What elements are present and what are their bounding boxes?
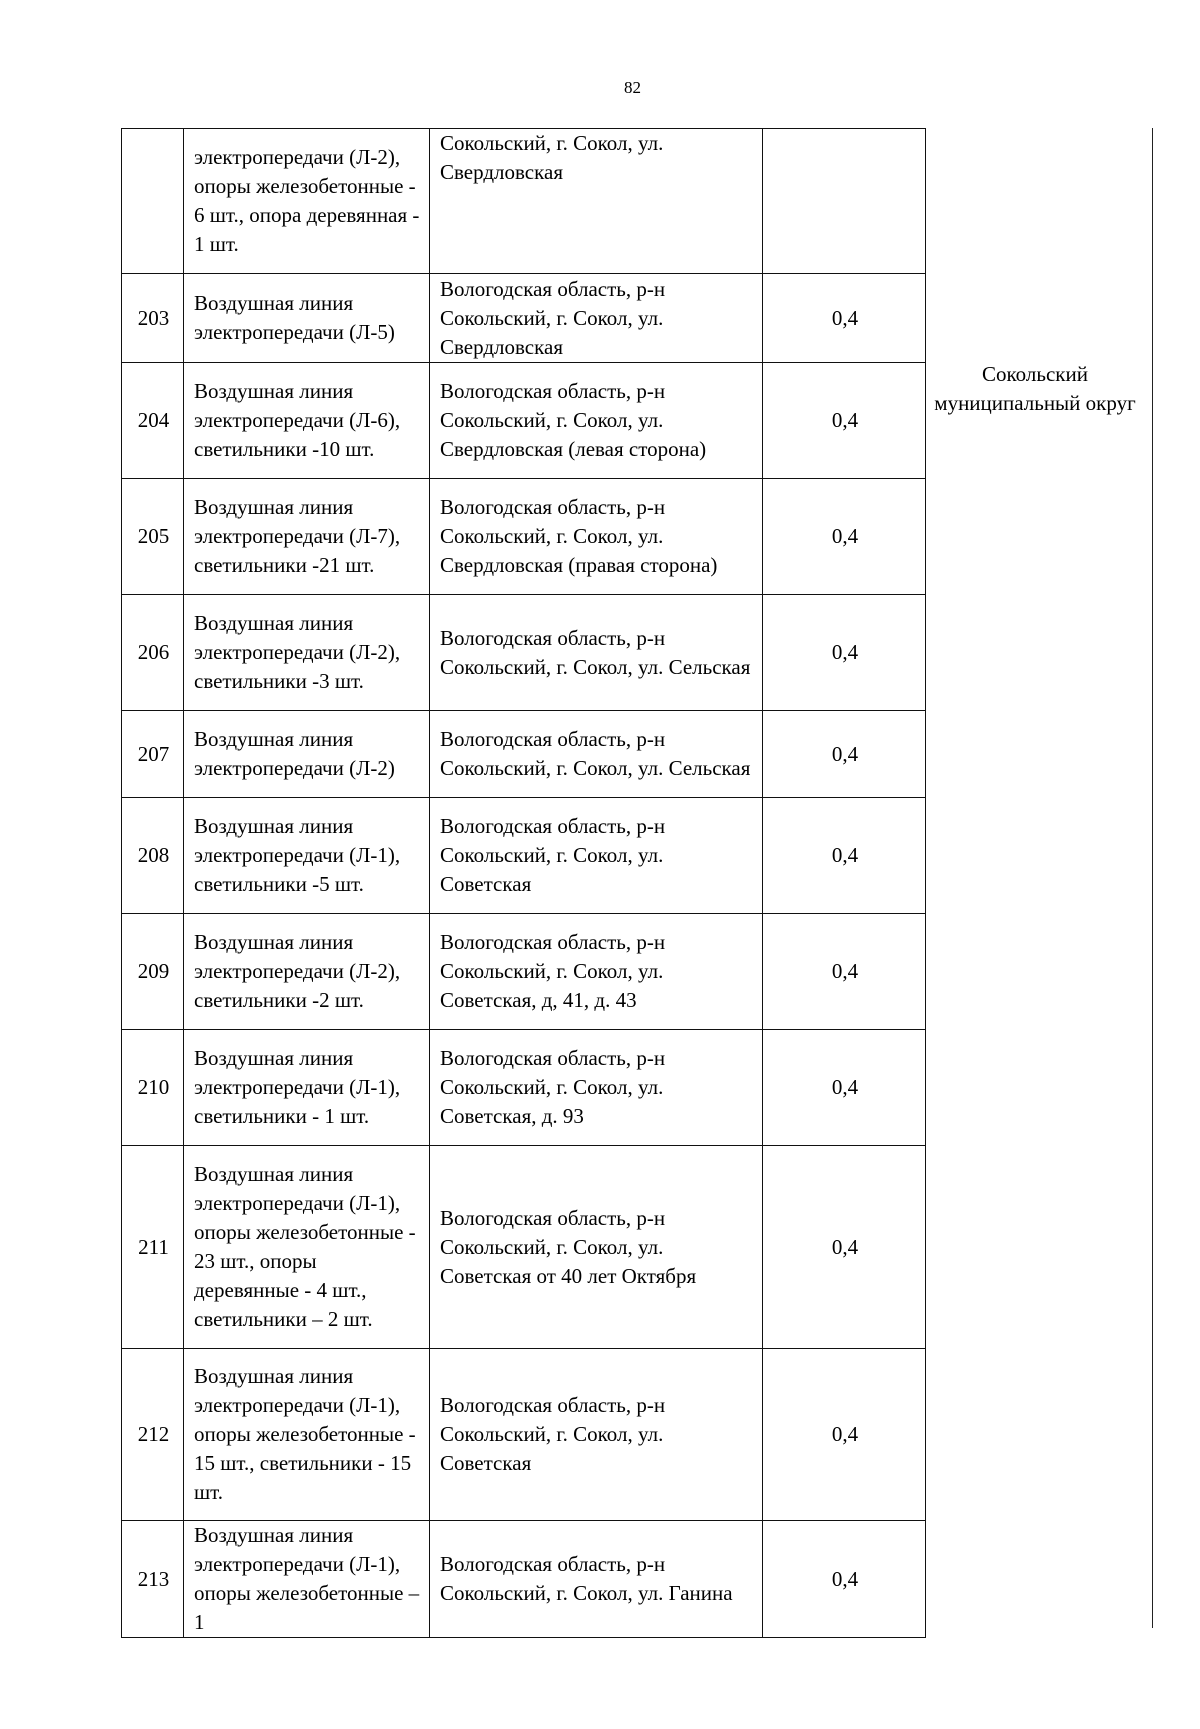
row-number: 209 <box>122 914 184 1030</box>
voltage-value: 0,4 <box>763 479 926 595</box>
voltage-value: 0,4 <box>763 363 926 479</box>
voltage-value: 0,4 <box>763 595 926 711</box>
row-number: 213 <box>122 1521 184 1638</box>
table-row <box>122 479 926 595</box>
object-address: Вологодская область, р-н Сокольский, г. Сокол, ул. Советская, д, 41, д. 43 <box>430 914 763 1030</box>
object-name: Воздушная линия электропередачи (Л-5) <box>184 274 430 363</box>
page-number: 82 <box>624 78 641 97</box>
object-name: Воздушная линия электропередачи (Л-1), опоры железобетонные - 15 шт., светильники - 15 шт. <box>184 1349 430 1521</box>
row-number: 203 <box>122 274 184 363</box>
object-name: электропередачи (Л-2), опоры железобетонные - 6 шт., опора деревянная - 1 шт. <box>184 129 430 274</box>
district-label: Сокольский муниципальный округ <box>934 362 1136 415</box>
object-name: Воздушная линия электропередачи (Л-1), светильники - 1 шт. <box>184 1030 430 1146</box>
column-divider-line <box>1152 128 1153 1628</box>
object-address: Вологодская область, р-н Сокольский, г. Сокол, ул. Сельская <box>430 711 763 798</box>
object-address: Вологодская область, р-н Сокольский, г. Сокол, ул. Свердловская (левая сторона) <box>430 363 763 479</box>
object-name: Воздушная линия электропередачи (Л-1), светильники -5 шт. <box>184 798 430 914</box>
row-number: 211 <box>122 1146 184 1349</box>
row-number: 212 <box>122 1349 184 1521</box>
table-row <box>122 914 926 1030</box>
object-address: Вологодская область, р-н Сокольский, г. Сокол, ул. Советская <box>430 1349 763 1521</box>
object-name: Воздушная линия электропередачи (Л-2) <box>184 711 430 798</box>
object-address: Вологодская область, р-н Сокольский, г. Сокол, ул. Сельская <box>430 595 763 711</box>
table-row <box>122 129 926 274</box>
table-row <box>122 1030 926 1146</box>
row-number: 206 <box>122 595 184 711</box>
object-name: Воздушная линия электропередачи (Л-1), опоры железобетонные - 23 шт., опоры деревянные - 4 шт., светильники – 2 шт. <box>184 1146 430 1349</box>
object-address: Вологодская область, р-н Сокольский, г. Сокол, ул. Свердловская (правая сторона) <box>430 479 763 595</box>
object-address: Вологодская область, р-н Сокольский, г. Сокол, ул. Советская, д. 93 <box>430 1030 763 1146</box>
voltage-value: 0,4 <box>763 711 926 798</box>
voltage-value: 0,4 <box>763 1349 926 1521</box>
row-number: 210 <box>122 1030 184 1146</box>
object-address: Вологодская область, р-н Сокольский, г. Сокол, ул. Ганина <box>430 1521 763 1638</box>
object-address: Сокольский, г. Сокол, ул. Свердловская <box>430 129 763 274</box>
table-row <box>122 711 926 798</box>
row-number <box>122 129 184 274</box>
row-number: 207 <box>122 711 184 798</box>
object-address: Вологодская область, р-н Сокольский, г. Сокол, ул. Советская <box>430 798 763 914</box>
voltage-value: 0,4 <box>763 798 926 914</box>
object-name: Воздушная линия электропередачи (Л-7), светильники -21 шт. <box>184 479 430 595</box>
object-name: Воздушная линия электропередачи (Л-6), светильники -10 шт. <box>184 363 430 479</box>
row-number: 205 <box>122 479 184 595</box>
object-name: Воздушная линия электропередачи (Л-2), светильники -2 шт. <box>184 914 430 1030</box>
table-row <box>122 1521 926 1638</box>
table-row <box>122 1349 926 1521</box>
table-row <box>122 798 926 914</box>
voltage-value: 0,4 <box>763 274 926 363</box>
object-name: Воздушная линия электропередачи (Л-2), светильники -3 шт. <box>184 595 430 711</box>
object-address: Вологодская область, р-н Сокольский, г. Сокол, ул. Свердловская <box>430 274 763 363</box>
registry-table <box>121 128 926 1638</box>
voltage-value: 0,4 <box>763 1521 926 1638</box>
table-row <box>122 595 926 711</box>
voltage-value: 0,4 <box>763 914 926 1030</box>
voltage-value <box>763 129 926 274</box>
object-address: Вологодская область, р-н Сокольский, г. Сокол, ул. Советская от 40 лет Октября <box>430 1146 763 1349</box>
table-row <box>122 363 926 479</box>
object-name: Воздушная линия электропередачи (Л-1), опоры железобетонные – 1 <box>184 1521 430 1638</box>
table-row <box>122 274 926 363</box>
voltage-value: 0,4 <box>763 1030 926 1146</box>
row-number: 208 <box>122 798 184 914</box>
row-number: 204 <box>122 363 184 479</box>
table-row <box>122 1146 926 1349</box>
voltage-value: 0,4 <box>763 1146 926 1349</box>
